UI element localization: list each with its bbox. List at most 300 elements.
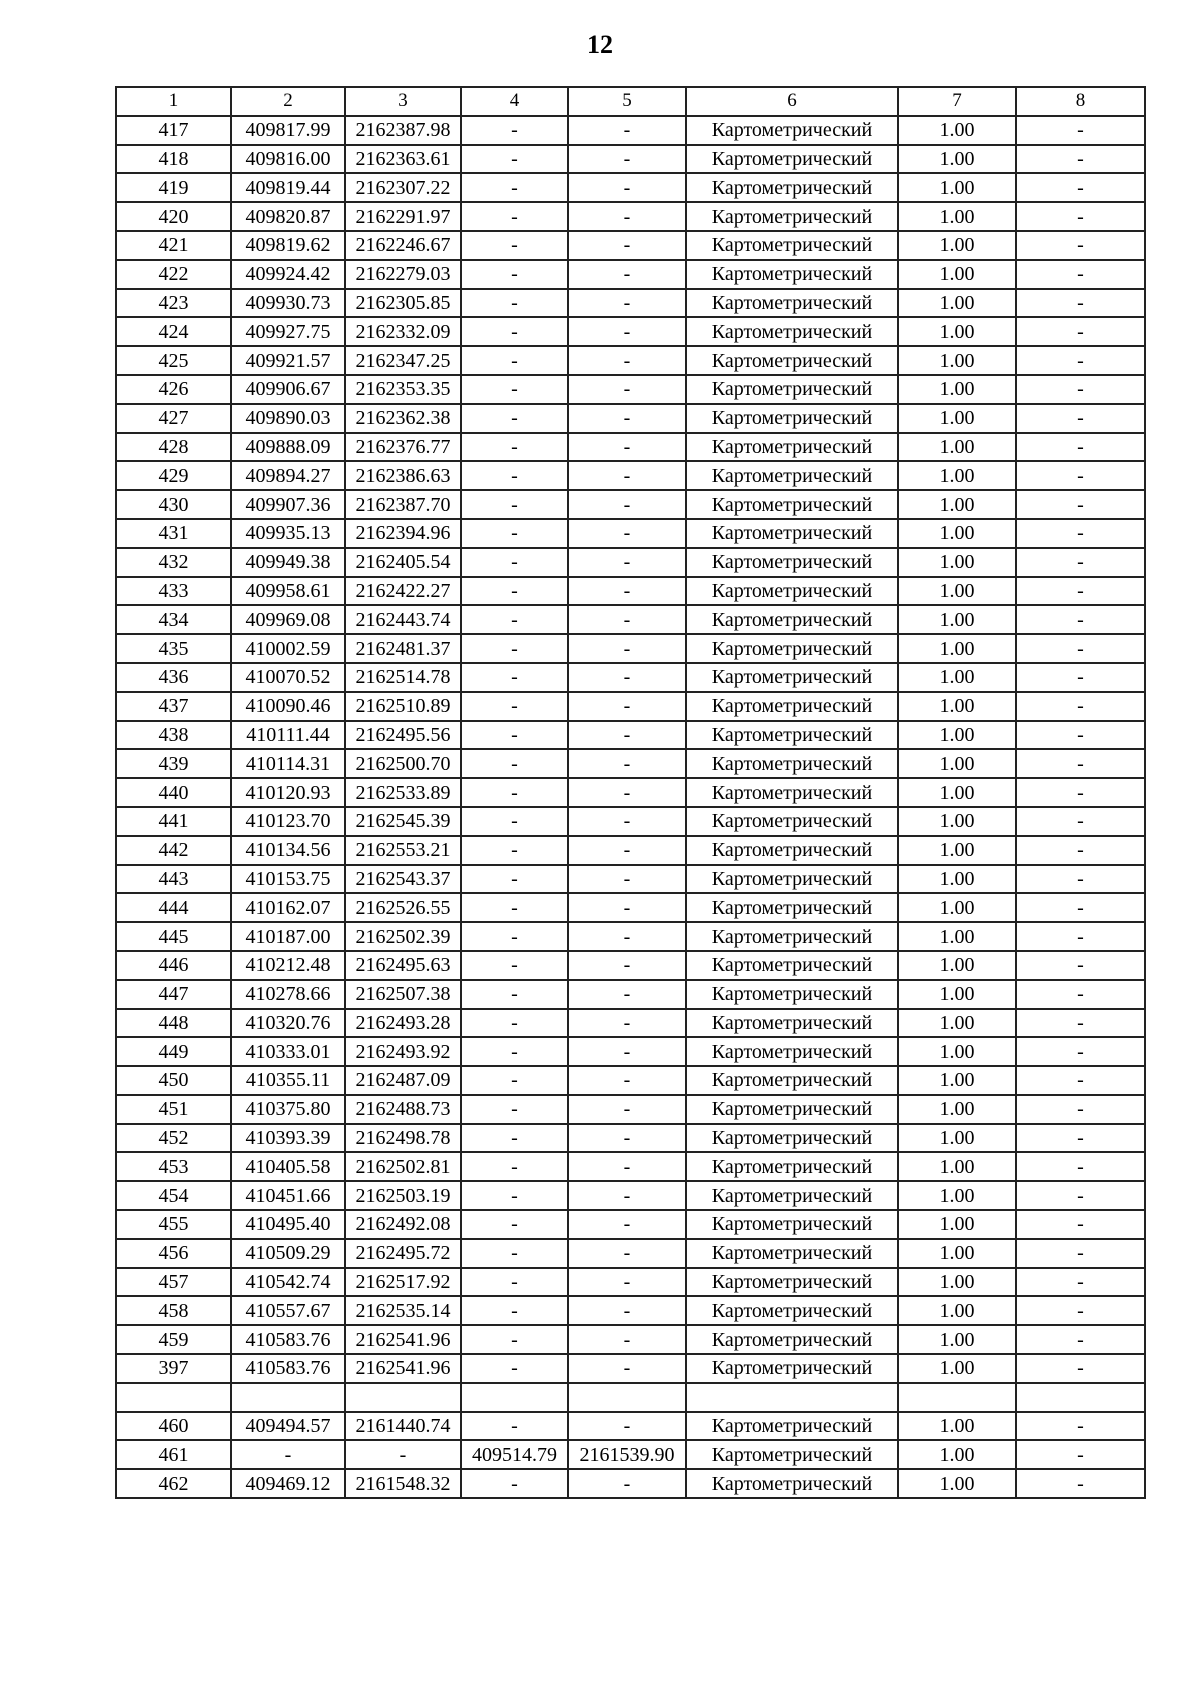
table-cell: 397 [116,1354,231,1383]
table-cell: 2162495.56 [345,721,461,750]
table-row [116,1412,1145,1441]
table-cell: - [461,1181,568,1210]
table-cell: 1.00 [898,1268,1016,1297]
table-cell: 425 [116,346,231,375]
table-row [116,519,1145,548]
table-row [116,778,1145,807]
table-cell: - [461,922,568,951]
table-cell: - [1016,1124,1145,1153]
table-cell: 446 [116,951,231,980]
table-cell: Картометрический [686,1354,898,1383]
table-cell: Картометрический [686,1239,898,1268]
table-cell: - [1016,231,1145,260]
table-cell: 2162405.54 [345,548,461,577]
table-cell: - [568,836,686,865]
table-cell: 1.00 [898,1239,1016,1268]
table-cell: 2162526.55 [345,893,461,922]
table-row [116,461,1145,490]
table-cell: - [1016,1469,1145,1498]
table-cell: 410405.58 [231,1152,345,1181]
table-cell: - [568,1469,686,1498]
table-row [116,1268,1145,1297]
table-cell: 2162487.09 [345,1066,461,1095]
table-cell: 409819.62 [231,231,345,260]
table-row [116,173,1145,202]
table-cell: 409820.87 [231,202,345,231]
table-cell: - [1016,1440,1145,1469]
table-cell: - [568,116,686,145]
table-cell: - [461,375,568,404]
table-cell: Картометрический [686,202,898,231]
table-cell: - [1016,980,1145,1009]
table-cell: - [568,1354,686,1383]
table-cell: - [1016,577,1145,606]
table-cell: 409888.09 [231,433,345,462]
table-cell [898,1383,1016,1412]
table-cell: 419 [116,173,231,202]
table-cell: 409935.13 [231,519,345,548]
table-cell: 409494.57 [231,1412,345,1441]
table-cell: 409949.38 [231,548,345,577]
table-cell: - [568,1268,686,1297]
table-cell: Картометрический [686,317,898,346]
table-cell: - [461,1325,568,1354]
table-cell: Картометрический [686,375,898,404]
table-cell [461,1383,568,1412]
table-cell: 410320.76 [231,1009,345,1038]
table-row [116,1037,1145,1066]
table-cell: 1.00 [898,980,1016,1009]
table-row [116,1296,1145,1325]
table-cell: 409958.61 [231,577,345,606]
table-cell: 436 [116,663,231,692]
table-cell: - [568,1066,686,1095]
table-cell: - [568,721,686,750]
table-cell: 2162307.22 [345,173,461,202]
table-cell: 2162553.21 [345,836,461,865]
table-cell: 2162376.77 [345,433,461,462]
table-cell: - [568,577,686,606]
table-cell: - [1016,433,1145,462]
table-cell: 432 [116,548,231,577]
table-cell: - [1016,951,1145,980]
table-row [116,1009,1145,1038]
table-cell: - [461,490,568,519]
table-cell: 2162443.74 [345,605,461,634]
table-cell: Картометрический [686,289,898,318]
table-cell: - [1016,404,1145,433]
table-cell: - [1016,1181,1145,1210]
table-cell: 410002.59 [231,634,345,663]
table-cell: - [1016,1037,1145,1066]
table-cell: - [461,433,568,462]
table-cell: - [461,346,568,375]
table-cell: 409921.57 [231,346,345,375]
table-cell: - [461,1009,568,1038]
table-cell: - [568,951,686,980]
table-cell: 1.00 [898,1009,1016,1038]
table-cell: 444 [116,893,231,922]
table-cell: - [461,1354,568,1383]
table-cell: 410278.66 [231,980,345,1009]
table-cell: - [1016,1354,1145,1383]
table-cell: 409930.73 [231,289,345,318]
table-cell: - [568,922,686,951]
table-row [116,721,1145,750]
table-cell: 1.00 [898,1440,1016,1469]
table-cell: 1.00 [898,663,1016,692]
table-row [116,202,1145,231]
table-row [116,1469,1145,1498]
table-cell: - [1016,173,1145,202]
table-cell: - [1016,807,1145,836]
table-cell: Картометрический [686,1412,898,1441]
table-cell: - [461,807,568,836]
column-header: 1 [116,87,231,116]
table-cell: 428 [116,433,231,462]
table-cell: Картометрический [686,461,898,490]
table-row [116,1210,1145,1239]
table-cell: 410583.76 [231,1354,345,1383]
table-cell: - [1016,922,1145,951]
table-cell: - [1016,1412,1145,1441]
table-row [116,749,1145,778]
table-cell: - [1016,1095,1145,1124]
table-cell: 410509.29 [231,1239,345,1268]
table-cell: - [568,1152,686,1181]
table-cell: 1.00 [898,1181,1016,1210]
table-cell: 441 [116,807,231,836]
table-cell: 2162533.89 [345,778,461,807]
table-cell: - [461,1095,568,1124]
table-row [116,260,1145,289]
table-cell: Картометрический [686,663,898,692]
table-cell: 461 [116,1440,231,1469]
table-cell: 433 [116,577,231,606]
page-number: 12 [587,30,613,59]
table-cell: 2162510.89 [345,692,461,721]
table-cell: Картометрический [686,173,898,202]
table-cell: - [1016,116,1145,145]
table-cell: 450 [116,1066,231,1095]
table-cell: Картометрический [686,116,898,145]
table-cell: - [1016,893,1145,922]
table-cell: 409906.67 [231,375,345,404]
table-cell: 1.00 [898,173,1016,202]
table-row [116,865,1145,894]
table-cell: - [1016,1239,1145,1268]
table-cell: Картометрический [686,1440,898,1469]
table-row [116,807,1145,836]
table-cell: - [1016,1152,1145,1181]
table-cell: 2162541.96 [345,1354,461,1383]
table-cell: 431 [116,519,231,548]
table-cell [568,1383,686,1412]
table-cell: 410120.93 [231,778,345,807]
table-row [116,1325,1145,1354]
table-cell: 1.00 [898,922,1016,951]
table-cell: 1.00 [898,634,1016,663]
table-cell: 2162422.27 [345,577,461,606]
table-cell: 1.00 [898,202,1016,231]
table-cell: - [568,433,686,462]
table-row [116,1124,1145,1153]
table-cell: 458 [116,1296,231,1325]
table-cell: 427 [116,404,231,433]
table-cell: - [461,980,568,1009]
table-cell: 410111.44 [231,721,345,750]
table-cell: 2161440.74 [345,1412,461,1441]
table-cell: 1.00 [898,721,1016,750]
table-cell: 448 [116,1009,231,1038]
table-cell: - [568,1412,686,1441]
table-cell: 417 [116,116,231,145]
table-cell: 410451.66 [231,1181,345,1210]
table-cell: 1.00 [898,404,1016,433]
table-cell: 1.00 [898,865,1016,894]
table-cell: - [461,893,568,922]
table-cell: 1.00 [898,951,1016,980]
table-cell: 410375.80 [231,1095,345,1124]
table-cell: 1.00 [898,548,1016,577]
table-row [116,1066,1145,1095]
table-cell: - [1016,692,1145,721]
table-cell: 410162.07 [231,893,345,922]
table-cell: - [231,1440,345,1469]
table-cell: Картометрический [686,548,898,577]
table-cell: Картометрический [686,1066,898,1095]
table-cell: 435 [116,634,231,663]
table-cell: Картометрический [686,145,898,174]
table-cell: Картометрический [686,749,898,778]
table-cell: - [1016,519,1145,548]
table-cell: - [1016,375,1145,404]
table-cell: 2162545.39 [345,807,461,836]
table-cell [345,1383,461,1412]
table-cell: 2162481.37 [345,634,461,663]
table-cell: - [1016,865,1145,894]
table-cell: Картометрический [686,865,898,894]
table-cell: - [568,231,686,260]
table-cell: - [568,807,686,836]
table-cell: 1.00 [898,433,1016,462]
table-cell: - [568,1181,686,1210]
table-cell: - [568,778,686,807]
table-cell: - [568,202,686,231]
table-cell: - [568,548,686,577]
table-cell: - [1016,721,1145,750]
table-cell: - [461,1037,568,1066]
table-cell: 410542.74 [231,1268,345,1297]
table-cell: 2162517.92 [345,1268,461,1297]
table-row [116,317,1145,346]
table-cell [1016,1383,1145,1412]
table-row [116,1152,1145,1181]
table-cell: 1.00 [898,490,1016,519]
table-cell: 1.00 [898,461,1016,490]
table-cell: 462 [116,1469,231,1498]
table-cell: - [461,260,568,289]
table-cell: 409927.75 [231,317,345,346]
table-cell: 2162500.70 [345,749,461,778]
table-cell: 1.00 [898,1412,1016,1441]
table-cell: - [461,548,568,577]
table-cell: 426 [116,375,231,404]
table-cell: 2162507.38 [345,980,461,1009]
table-cell: 1.00 [898,893,1016,922]
table-cell: Картометрический [686,605,898,634]
table-cell: - [1016,749,1145,778]
table-cell: 434 [116,605,231,634]
table-row [116,634,1145,663]
table-row [116,289,1145,318]
column-header: 3 [345,87,461,116]
table-cell: 409816.00 [231,145,345,174]
table-cell: - [1016,461,1145,490]
table-cell: 410393.39 [231,1124,345,1153]
table-cell: 1.00 [898,807,1016,836]
table-cell: Картометрический [686,836,898,865]
table-cell: 452 [116,1124,231,1153]
table-row [116,980,1145,1009]
table-cell: 409894.27 [231,461,345,490]
table-cell: - [1016,317,1145,346]
table-cell: 410090.46 [231,692,345,721]
table-cell: - [568,980,686,1009]
table-cell: - [461,317,568,346]
table-cell: - [461,1268,568,1297]
table-cell: 2162386.63 [345,461,461,490]
table-cell: 2161539.90 [568,1440,686,1469]
table-cell: - [1016,202,1145,231]
table-cell: - [461,202,568,231]
table-cell: 1.00 [898,1325,1016,1354]
table-cell: 1.00 [898,1095,1016,1124]
table-cell: 409924.42 [231,260,345,289]
table-cell: - [461,519,568,548]
table-cell: 439 [116,749,231,778]
table-cell: 421 [116,231,231,260]
table-cell: 423 [116,289,231,318]
table-cell: - [568,634,686,663]
table-cell: - [1016,1066,1145,1095]
table-cell: 1.00 [898,1354,1016,1383]
table-cell: - [568,1124,686,1153]
table-cell: 410070.52 [231,663,345,692]
table-cell: 1.00 [898,692,1016,721]
table-cell: - [461,836,568,865]
table-cell: 449 [116,1037,231,1066]
table-row [116,922,1145,951]
table-cell: 2162246.67 [345,231,461,260]
table-cell: Картометрический [686,1325,898,1354]
table-body [116,116,1145,1498]
table-cell: - [568,519,686,548]
table-row [116,346,1145,375]
table-cell: - [461,721,568,750]
table-cell: - [461,1239,568,1268]
table-row [116,433,1145,462]
table-cell: - [461,289,568,318]
table-cell: 1.00 [898,749,1016,778]
table-cell: - [568,1095,686,1124]
table-cell: 2162387.98 [345,116,461,145]
table-cell: - [461,461,568,490]
table-cell: Картометрический [686,634,898,663]
table-cell: - [568,375,686,404]
table-cell: - [568,173,686,202]
table-cell: 2162535.14 [345,1296,461,1325]
column-header: 4 [461,87,568,116]
table-cell [686,1383,898,1412]
table-cell: 2162541.96 [345,1325,461,1354]
table-cell: 438 [116,721,231,750]
table-cell: 437 [116,692,231,721]
table-cell: - [1016,346,1145,375]
table-cell: 410153.75 [231,865,345,894]
table-cell: - [1016,778,1145,807]
table-cell: 410583.76 [231,1325,345,1354]
table-cell: 409817.99 [231,116,345,145]
table-cell: - [568,749,686,778]
table-cell: Картометрический [686,433,898,462]
table-cell: 1.00 [898,519,1016,548]
table-cell: - [1016,490,1145,519]
table-row [116,692,1145,721]
table-cell: - [568,1296,686,1325]
table-cell: - [461,605,568,634]
table-cell: Картометрический [686,1152,898,1181]
table-cell: - [1016,836,1145,865]
column-header: 8 [1016,87,1145,116]
table-cell: Картометрический [686,1095,898,1124]
table-cell: - [1016,145,1145,174]
table-row [116,1239,1145,1268]
table-cell: 2162498.78 [345,1124,461,1153]
table-cell: - [461,865,568,894]
table-cell: - [461,231,568,260]
table-cell: 454 [116,1181,231,1210]
table-cell: 1.00 [898,605,1016,634]
table-cell [116,1383,231,1412]
table-cell: 1.00 [898,289,1016,318]
table-cell: Картометрический [686,577,898,606]
table-cell: 2162387.70 [345,490,461,519]
table-cell: 410355.11 [231,1066,345,1095]
column-header: 6 [686,87,898,116]
column-header: 7 [898,87,1016,116]
table-cell: 410333.01 [231,1037,345,1066]
table-cell: - [461,1152,568,1181]
table-cell: 453 [116,1152,231,1181]
table-row [116,663,1145,692]
table-cell: Картометрический [686,778,898,807]
table-cell: Картометрический [686,951,898,980]
column-header: 2 [231,87,345,116]
table-cell: 2162495.63 [345,951,461,980]
table-cell: - [461,663,568,692]
table-cell: 420 [116,202,231,231]
table-cell: - [1016,1009,1145,1038]
table-cell: 409819.44 [231,173,345,202]
table-cell: - [568,1210,686,1239]
table-cell: Картометрический [686,1296,898,1325]
table-cell: - [461,778,568,807]
table-cell: 418 [116,145,231,174]
table-cell: - [568,145,686,174]
table-cell: - [461,1066,568,1095]
table-cell: 1.00 [898,317,1016,346]
